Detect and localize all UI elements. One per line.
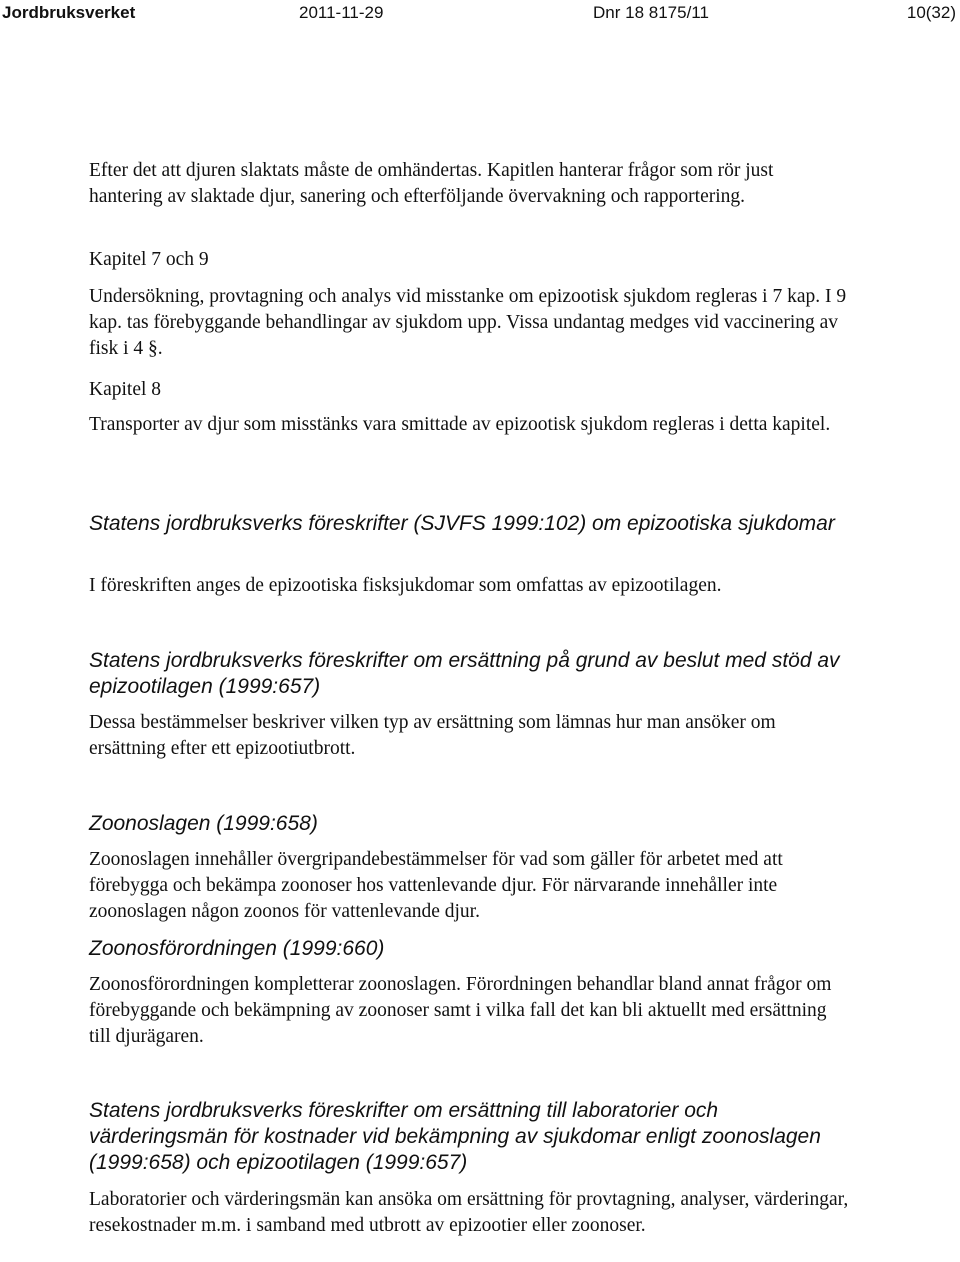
section-zoonosforordningen-heading: Zoonosförordningen (1999:660) [89, 937, 385, 960]
header-date: 2011-11-29 [299, 3, 384, 22]
section-sjvfs-epizootic-heading: Statens jordbruksverks föreskrifter (SJVFS 1999:102) om epizootiska sjukdomar [89, 512, 835, 535]
chapter-8-paragraph: Transporter av djur som misstänks vara smittade av epizootisk sjukdom regleras i detta kapitel. [89, 414, 831, 435]
page-header [0, 0, 960, 28]
section-compensation-paragraph: Dessa bestämmelser beskriver vilken typ av ersättning som lämnas hur man ansöker om ersättning efter ett epizootiutbrott. [89, 712, 776, 759]
section-compensation-heading: Statens jordbruksverks föreskrifter om ersättning på grund av beslut med stöd av epizootilagen (1999:657) [89, 649, 840, 698]
section-zoonoslagen-paragraph: Zoonoslagen innehåller övergripandebestämmelser för vad som gäller för arbetet med att förebygga och bekämpa zoonoser hos vattenlevande djur. För närvarande innehåller inte zoonoslagen någon zoonos för vattenlevande djur. [89, 849, 783, 922]
section-laboratory-compensation-paragraph: Laboratorier och värderingsmän kan ansöka om ersättning för provtagning, analyser, värderingar, resekostnader m.m. i samband med utbrott av epizootier eller zoonoser. [89, 1189, 849, 1236]
header-page-number: 10(32) [906, 3, 956, 22]
chapter-8-heading: Kapitel 8 [89, 379, 162, 400]
intro-paragraph: Efter det att djuren slaktats måste de omhändertas. Kapitlen hanterar frågor som rör just hantering av slaktade djur, sanering och efterföljande övervakning och rapportering. [89, 160, 774, 207]
chapter-7-9-paragraph: Undersökning, provtagning och analys vid misstanke om epizootisk sjukdom regleras i 7 kap. I 9 kap. tas förebyggande behandlingar av sjukdom upp. Vissa undantag medges vid vaccinering av fisk i 4 §. [89, 286, 847, 359]
section-zoonoslagen-heading: Zoonoslagen (1999:658) [89, 812, 318, 835]
section-laboratory-compensation-heading: Statens jordbruksverks föreskrifter om ersättning till laboratorier och värderingsmän för kostnader vid bekämpning av sjukdomar enligt zoonoslagen (1999:658) och epizootilagen (1999:657) [89, 1099, 821, 1174]
chapter-7-9-heading: Kapitel 7 och 9 [89, 249, 209, 270]
header-organization: Jordbruksverket [2, 3, 136, 22]
section-sjvfs-epizootic-paragraph: I föreskriften anges de epizootiska fisksjukdomar som omfattas av epizootilagen. [89, 575, 722, 596]
section-zoonosforordningen-paragraph: Zoonosförordningen kompletterar zoonoslagen. Förordningen behandlar bland annat frågor om förebyggande och bekämpning av zoonoser samt i vilka fall det kan bli aktuellt med ersättning till djurägaren. [89, 974, 832, 1047]
header-document-number: Dnr 18 8175/11 [593, 3, 709, 22]
